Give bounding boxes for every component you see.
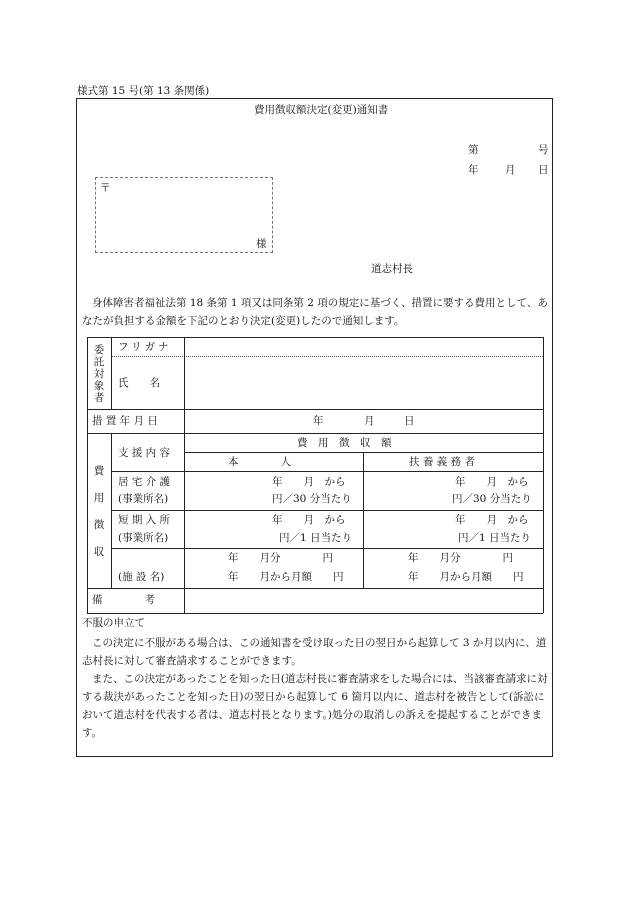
shisetsu-fuyou-row2: 年 月から月額 円 [408,571,524,583]
doc-number-go: 号 [538,144,549,156]
appeal-heading: 不服の申立て [82,617,145,629]
sochi-date-month: 月 [364,415,375,427]
shisetsu-fuyou-row1: 年 月分 円 [408,552,513,564]
hiyou-choushugaku-header: 費 用 徴 収 額 [297,437,392,449]
fuyou-gimusha-header: 扶 養 義 務 者 [409,456,475,468]
date-day: 日 [538,164,549,176]
form-number: 様式第 15 号(第 13 条関係) [77,85,210,97]
doc-number-dai: 第 [468,144,479,156]
shimei-field[interactable] [185,358,542,408]
appeal-paragraph-1: この決定に不服がある場合は、この通知書を受け取った日の翌日から起算して 3 か月以内に、道志村長に対して審査請求することができます。 [82,637,547,667]
bikou-field[interactable] [185,590,542,612]
tanki-fuyou-rate: 円／1 日当たり [458,532,532,544]
tanki-nyusho-label: 短 期 入 所 [118,514,171,526]
tanki-honnin-rate: 円／1 日当たり [279,532,353,544]
kyotaku-fuyou-from: 年 月 から [455,476,529,488]
shisetsu-honnin-row2: 年 月から月額 円 [228,571,344,583]
kyotaku-fuyou-rate: 円／30 分当たり [452,493,532,505]
intro-paragraph: 身体障害者福祉法第 18 条第 1 項又は同条第 2 項の規定に基づく、措置に要する費用として、あなたが負担する金額を下記のとおり決定(変更)したので通知します。 [82,297,548,327]
shisetsu-honnin-row1: 年 月分 円 [228,552,333,564]
date-year: 年 [468,164,479,176]
itaku-taishousha-label: 委託対象者 [93,344,105,404]
hiyou-choushuu-label: 費用徴収 [93,465,105,558]
kyotaku-honnin-from: 年 月 から [272,476,346,488]
postal-mark: 〒 [100,182,111,194]
shimei-label: 氏 名 [118,377,160,389]
tanki-jigyousho-label: (事業所名) [118,532,169,544]
kyotaku-jigyousho-label: (事業所名) [118,493,169,505]
recipient-sama: 様 [256,238,267,250]
sochi-date-year: 年 [313,415,324,427]
sochi-date-label: 措 置 年 月 日 [92,415,158,427]
date-month: 月 [505,164,516,176]
kyotaku-kaigo-label: 居 宅 介 護 [118,476,171,488]
honnin-header: 本 人 [228,456,291,468]
tanki-honnin-from: 年 月 から [272,514,346,526]
shisetsu-label: (施 設 名) [118,571,165,583]
shien-naiyou-label: 支 援 内 容 [118,447,171,459]
address-box[interactable] [95,177,273,253]
kyotaku-honnin-rate: 円／30 分当たり [272,493,352,505]
appeal-paragraph-2: また、この決定があったことを知った日(道志村長に審査請求をした場合には、当該審査請求に対する裁決があったことを知った日)の翌日から起算して 6 箇月以内に、道志村を被告として(訴訟において道志村を代表する者は、道志村長となります。)処分の取消しの訴えを提起することができます。 [82,673,548,739]
issuer-name: 道志村長 [371,263,413,275]
bikou-label: 備 考 [92,594,155,606]
tanki-fuyou-from: 年 月 から [455,514,529,526]
sochi-date-day: 日 [404,415,415,427]
furigana-label: フリガナ [118,341,172,353]
document-title: 費用徴収額決定(変更)通知書 [254,104,389,116]
furigana-field[interactable] [185,342,542,355]
